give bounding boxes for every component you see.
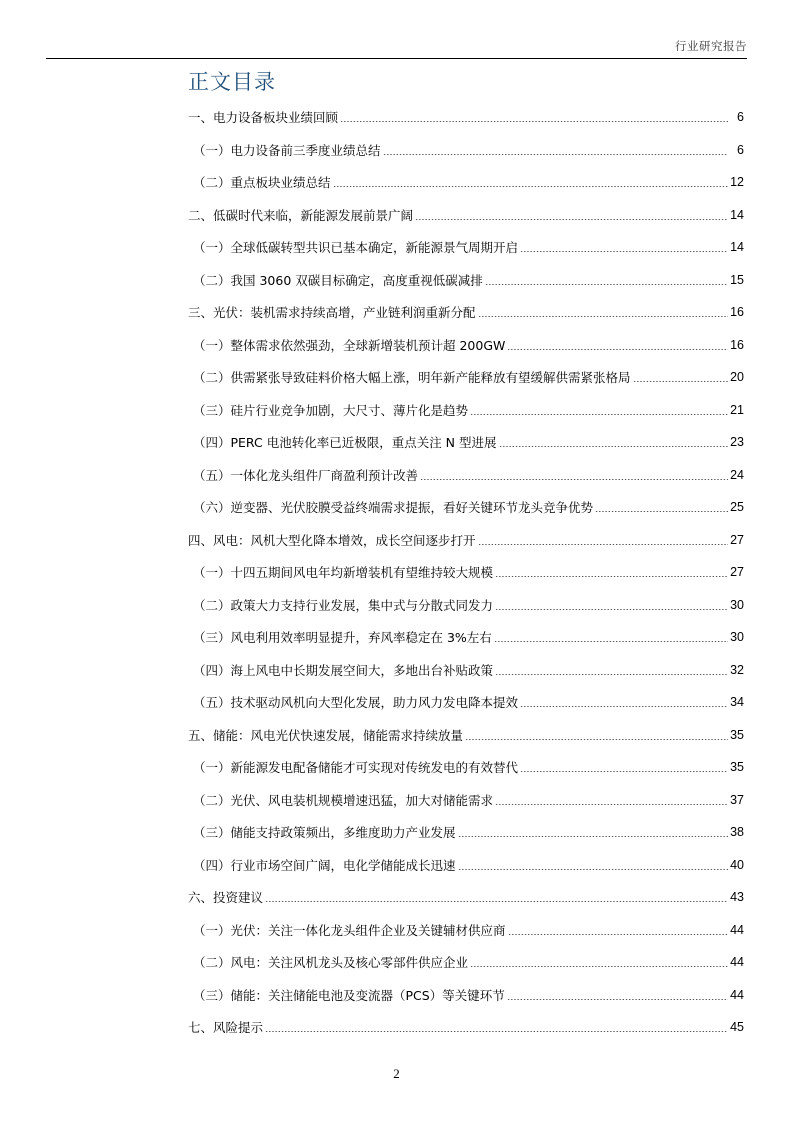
toc-entry-title: （五）一体化龙头组件厂商盈利预计改善 (193, 467, 419, 483)
toc-entry-title: （一）光伏：关注一体化龙头组件企业及关键辅材供应商 (193, 922, 506, 938)
toc-dot-leader (470, 404, 728, 416)
toc-dot-leader (508, 924, 728, 936)
toc-entry-title: （一）整体需求依然强劲，全球新增装机预计超 200GW (193, 337, 506, 353)
toc-dot-leader (333, 176, 728, 188)
toc-entry-page: 34 (730, 695, 744, 710)
toc-dot-leader (458, 859, 728, 871)
toc-entry-page: 21 (730, 402, 744, 417)
toc-section-entry[interactable] (188, 849, 744, 882)
toc-entry-page: 43 (730, 890, 744, 905)
toc-section-entry[interactable] (188, 491, 744, 524)
toc-dot-leader (495, 664, 728, 676)
toc-entry-page: 38 (730, 825, 744, 840)
toc-dot-leader (485, 274, 728, 286)
toc-chapter-entry[interactable] (188, 881, 744, 914)
toc-entry-page: 6 (737, 142, 744, 157)
toc-entry-page: 35 (730, 760, 744, 775)
toc-dot-leader (495, 599, 728, 611)
toc-entry-title: 四、风电：风机大型化降本增效，成长空间逐步打开 (188, 532, 476, 548)
toc-entry-page: 30 (730, 630, 744, 645)
toc-entry-page: 14 (730, 240, 744, 255)
toc-chapter-entry[interactable] (188, 101, 744, 134)
toc-entry-page: 27 (730, 565, 744, 580)
toc-section-entry[interactable] (188, 231, 744, 264)
toc-entry-title: （四）行业市场空间广阔，电化学储能成长迅速 (193, 857, 456, 873)
toc-dot-leader (494, 631, 728, 643)
toc-entry-page: 6 (737, 110, 744, 125)
toc-entry-page: 44 (730, 955, 744, 970)
page-number: 2 (393, 1066, 400, 1081)
toc-section-entry[interactable] (188, 459, 744, 492)
toc-entry-title: （五）技术驱动风机向大型化发展，助力风力发电降本提效 (193, 695, 519, 711)
toc-dot-leader (595, 501, 728, 513)
toc-dot-leader (507, 339, 728, 351)
toc-entry-title: （六）逆变器、光伏胶膜受益终端需求提振，看好关键环节龙头竞争优势 (193, 500, 594, 516)
toc-entry-page: 16 (730, 305, 744, 320)
toc-entry-title: （一）电力设备前三季度业绩总结 (193, 142, 381, 158)
toc-entry-title: 三、光伏：装机需求持续高增，产业链利润重新分配 (188, 305, 476, 321)
toc-section-entry[interactable] (188, 654, 744, 687)
toc-entry-page: 37 (730, 792, 744, 807)
toc-section-entry[interactable] (188, 361, 744, 394)
toc-entry-page: 14 (730, 207, 744, 222)
toc-entry-page: 35 (730, 727, 744, 742)
toc-section-entry[interactable] (188, 686, 744, 719)
toc-section-entry[interactable] (188, 784, 744, 817)
toc-entry-page: 23 (730, 435, 744, 450)
toc-section-entry[interactable] (188, 134, 744, 167)
toc-section-entry[interactable] (188, 556, 744, 589)
toc-entry-page: 25 (730, 500, 744, 515)
toc-section-entry[interactable] (188, 166, 744, 199)
toc-entry-title: （二）我国 3060 双碳目标确定，高度重视低碳减排 (193, 272, 483, 288)
toc-entry-page: 32 (730, 662, 744, 677)
toc-entry-title: 一、电力设备板块业绩回顾 (188, 110, 339, 126)
toc-section-entry[interactable] (188, 589, 744, 622)
toc-chapter-entry[interactable] (188, 1011, 744, 1044)
toc-dot-leader (478, 534, 728, 546)
toc-dot-leader (383, 144, 728, 156)
toc-dot-leader (507, 989, 728, 1001)
toc-entry-title: （一）全球低碳转型共识已基本确定，新能源景气周期开启 (193, 240, 519, 256)
toc-chapter-entry[interactable] (188, 199, 744, 232)
toc-entry-title: （二）光伏、风电装机规模增速迅猛，加大对储能需求 (193, 792, 494, 808)
toc-dot-leader (340, 111, 728, 123)
toc-entry-title: （四）海上风电中长期发展空间大，多地出台补贴政策 (193, 662, 494, 678)
toc-entry-page: 45 (730, 1020, 744, 1035)
toc-section-entry[interactable] (188, 394, 744, 427)
toc-entry-title: 二、低碳时代来临，新能源发展前景广阔 (188, 207, 414, 223)
toc-entry-page: 30 (730, 597, 744, 612)
toc-dot-leader (470, 956, 728, 968)
toc-dot-leader (520, 761, 728, 773)
toc-entry-title: （三）储能：关注储能电池及变流器（PCS）等关键环节 (193, 987, 505, 1003)
toc-entry-title: （二）供需紧张导致硅料价格大幅上涨，明年新产能释放有望缓解供需紧张格局 (193, 370, 631, 386)
toc-dot-leader (495, 566, 728, 578)
toc-section-entry[interactable] (188, 264, 744, 297)
toc-section-entry[interactable] (188, 621, 744, 654)
toc-entry-page: 12 (730, 175, 744, 190)
toc-title: 正文目录 (188, 70, 276, 94)
toc-section-entry[interactable] (188, 946, 744, 979)
toc-section-entry[interactable] (188, 751, 744, 784)
toc-chapter-entry[interactable] (188, 719, 744, 752)
toc-entry-page: 20 (730, 370, 744, 385)
toc-entry-title: （二）重点板块业绩总结 (193, 175, 331, 191)
toc-dot-leader (458, 826, 728, 838)
toc-entry-title: （四）PERC 电池转化率已近极限，重点关注 N 型进展 (193, 435, 497, 451)
toc-dot-leader (265, 1021, 728, 1033)
toc-entry-page: 27 (730, 532, 744, 547)
toc-entry-page: 15 (730, 272, 744, 287)
toc-entry-title: （一）十四五期间风电年均新增装机有望维持较大规模 (193, 565, 494, 581)
toc-dot-leader (499, 436, 729, 448)
toc-dot-leader (495, 794, 728, 806)
toc-section-entry[interactable] (188, 329, 744, 362)
toc-chapter-entry[interactable] (188, 296, 744, 329)
toc-entry-title: （一）新能源发电配备储能才可实现对传统发电的有效替代 (193, 760, 519, 776)
toc-section-entry[interactable] (188, 979, 744, 1012)
toc-chapter-entry[interactable] (188, 524, 744, 557)
toc-dot-leader (520, 241, 728, 253)
toc-entry-page: 44 (730, 922, 744, 937)
toc-entry-page: 44 (730, 987, 744, 1002)
toc-section-entry[interactable] (188, 816, 744, 849)
toc-dot-leader (478, 306, 728, 318)
toc-entry-title: （二）风电：关注风机龙头及核心零部件供应企业 (193, 955, 469, 971)
toc-entry-page: 40 (730, 857, 744, 872)
toc-entry-page: 24 (730, 467, 744, 482)
toc-entry-title: （三）风电利用效率明显提升，弃风率稳定在 3%左右 (193, 630, 492, 646)
toc-dot-leader (420, 469, 728, 481)
toc-dot-leader (520, 696, 728, 708)
toc-entry-title: （三）储能支持政策频出，多维度助力产业发展 (193, 825, 456, 841)
toc-entry-title: 五、储能：风电光伏快速发展，储能需求持续放量 (188, 727, 464, 743)
toc-section-entry[interactable] (188, 914, 744, 947)
table-of-contents (188, 101, 744, 1044)
toc-entry-title: 六、投资建议 (188, 890, 264, 906)
toc-entry-title: （三）硅片行业竞争加剧，大尺寸、薄片化是趋势 (193, 402, 469, 418)
toc-dot-leader (415, 209, 728, 221)
toc-entry-title: （二）政策大力支持行业发展，集中式与分散式同发力 (193, 597, 494, 613)
toc-entry-page: 16 (730, 337, 744, 352)
toc-dot-leader (465, 729, 728, 741)
report-type-label: 行业研究报告 (675, 39, 747, 53)
toc-section-entry[interactable] (188, 426, 744, 459)
toc-entry-title: 七、风险提示 (188, 1020, 264, 1036)
header-divider (46, 58, 747, 59)
toc-dot-leader (633, 371, 728, 383)
toc-dot-leader (265, 891, 728, 903)
